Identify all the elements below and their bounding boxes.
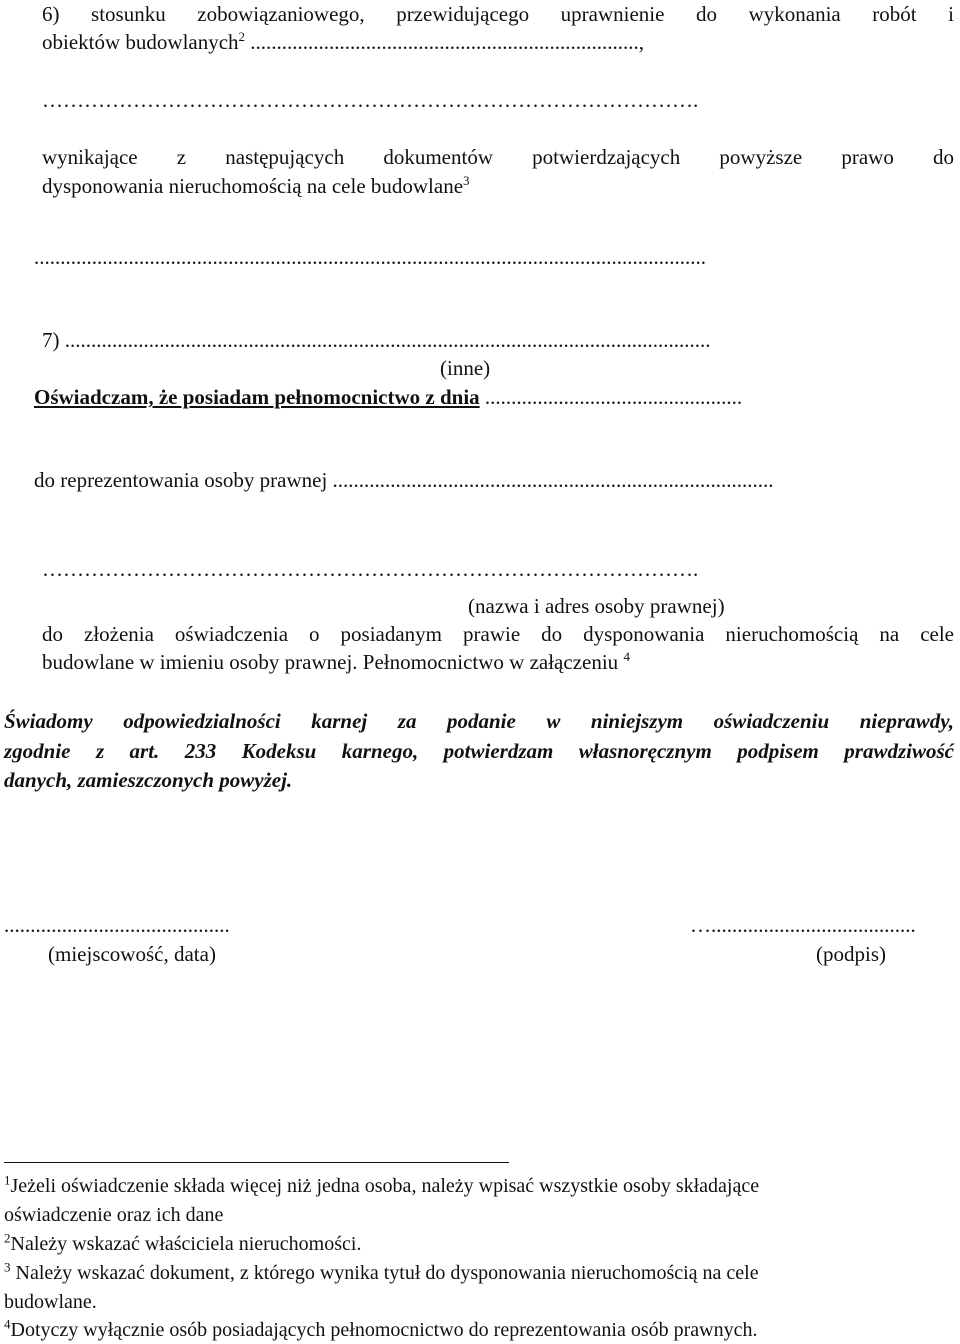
footnote-1-marker: 1 bbox=[4, 1172, 11, 1188]
section-6-line-2 bbox=[42, 28, 644, 56]
poa-purpose-line-2-text: budowlane w imieniu osoby prawnej. Pełnomocnictwo w załączeniu bbox=[42, 650, 619, 674]
documents-line-2 bbox=[42, 172, 470, 200]
place-date-dots: ........................................... bbox=[4, 913, 230, 937]
footnote-1-text: Jeżeli oświadczenie składa więcej niż jedna osoba, należy wpisać wszystkie osoby składające bbox=[10, 1175, 760, 1197]
footnote-ref-2: 2 bbox=[238, 29, 246, 44]
section-6-line-2-text: obiektów budowlanych bbox=[42, 30, 239, 54]
declaration-line-1: Świadomy odpowiedzialności karnej za podanie w niniejszym oświadczeniu nieprawdy, bbox=[4, 709, 954, 733]
documents-line-2-text: dysponowania nieruchomością na cele budowlane bbox=[42, 174, 464, 198]
footnote-2-marker: 2 bbox=[4, 1230, 11, 1246]
footnote-ref-3: 3 bbox=[463, 173, 470, 188]
poa-caption: (nazwa i adres osoby prawnej) bbox=[468, 594, 725, 618]
poa-dotted-line: …………………………………………………………………………………. bbox=[42, 557, 699, 581]
poa-statement-text: Oświadczam, że posiadam pełnomocnictwo z dnia bbox=[34, 385, 480, 409]
footnote-2 bbox=[4, 1230, 361, 1258]
section-6-dotted-line: …………………………………………………………………………………. bbox=[42, 88, 699, 112]
item-7-line: 7) ........................................................................................................................... bbox=[42, 328, 711, 352]
documents-dotted-line: ................................................................................................................................ bbox=[34, 245, 706, 269]
footnote-1-line-1 bbox=[4, 1172, 956, 1200]
poa-purpose-line-2 bbox=[42, 648, 630, 676]
declaration-line-2: zgodnie z art. 233 Kodeksu karnego, potwierdzam własnoręcznym podpisem prawdziwość bbox=[4, 739, 954, 763]
footnote-4 bbox=[4, 1316, 757, 1344]
footnote-4-text: Dotyczy wyłącznie osób posiadających pełnomocnictwo do reprezentowania osób prawnych. bbox=[10, 1319, 758, 1341]
section-6-dots: .........................................................................., bbox=[245, 30, 645, 54]
section-6-line-1: 6) stosunku zobowiązaniowego, przewidującego uprawnienie do wykonania robót i bbox=[42, 2, 954, 26]
poa-statement-dots: ................................................. bbox=[479, 385, 743, 409]
footnote-4-marker: 4 bbox=[4, 1316, 11, 1332]
footnote-1-line-2: oświadczenie oraz ich dane bbox=[4, 1204, 224, 1226]
signature-caption: (podpis) bbox=[816, 942, 886, 966]
declaration-line-3: danych, zamieszczonych powyżej. bbox=[4, 768, 293, 792]
footnote-3-text: Należy wskazać dokument, z którego wynika tytuł do dysponowania nieruchomością na cele bbox=[10, 1262, 759, 1284]
footnote-3-line-1 bbox=[4, 1259, 759, 1287]
signature-dots: …....................................... bbox=[690, 913, 916, 937]
footnote-3-marker: 3 bbox=[4, 1259, 11, 1275]
documents-line-1: wynikające z następujących dokumentów potwierdzających powyższe prawo do bbox=[42, 145, 954, 169]
poa-purpose-line-1: do złożenia oświadczenia o posiadanym prawie do dysponowania nieruchomością na cele bbox=[42, 622, 954, 646]
poa-statement bbox=[34, 383, 742, 411]
place-date-caption: (miejscowość, data) bbox=[48, 942, 216, 966]
footnote-2-text: Należy wskazać właściciela nieruchomości. bbox=[10, 1233, 362, 1255]
footnote-separator bbox=[4, 1162, 509, 1163]
poa-represent-line: do reprezentowania osoby prawnej .................................................................................... bbox=[34, 468, 774, 492]
footnote-ref-4: 4 bbox=[623, 649, 630, 664]
footnote-3-line-2: budowlane. bbox=[4, 1291, 97, 1313]
item-7-caption: (inne) bbox=[440, 356, 491, 380]
